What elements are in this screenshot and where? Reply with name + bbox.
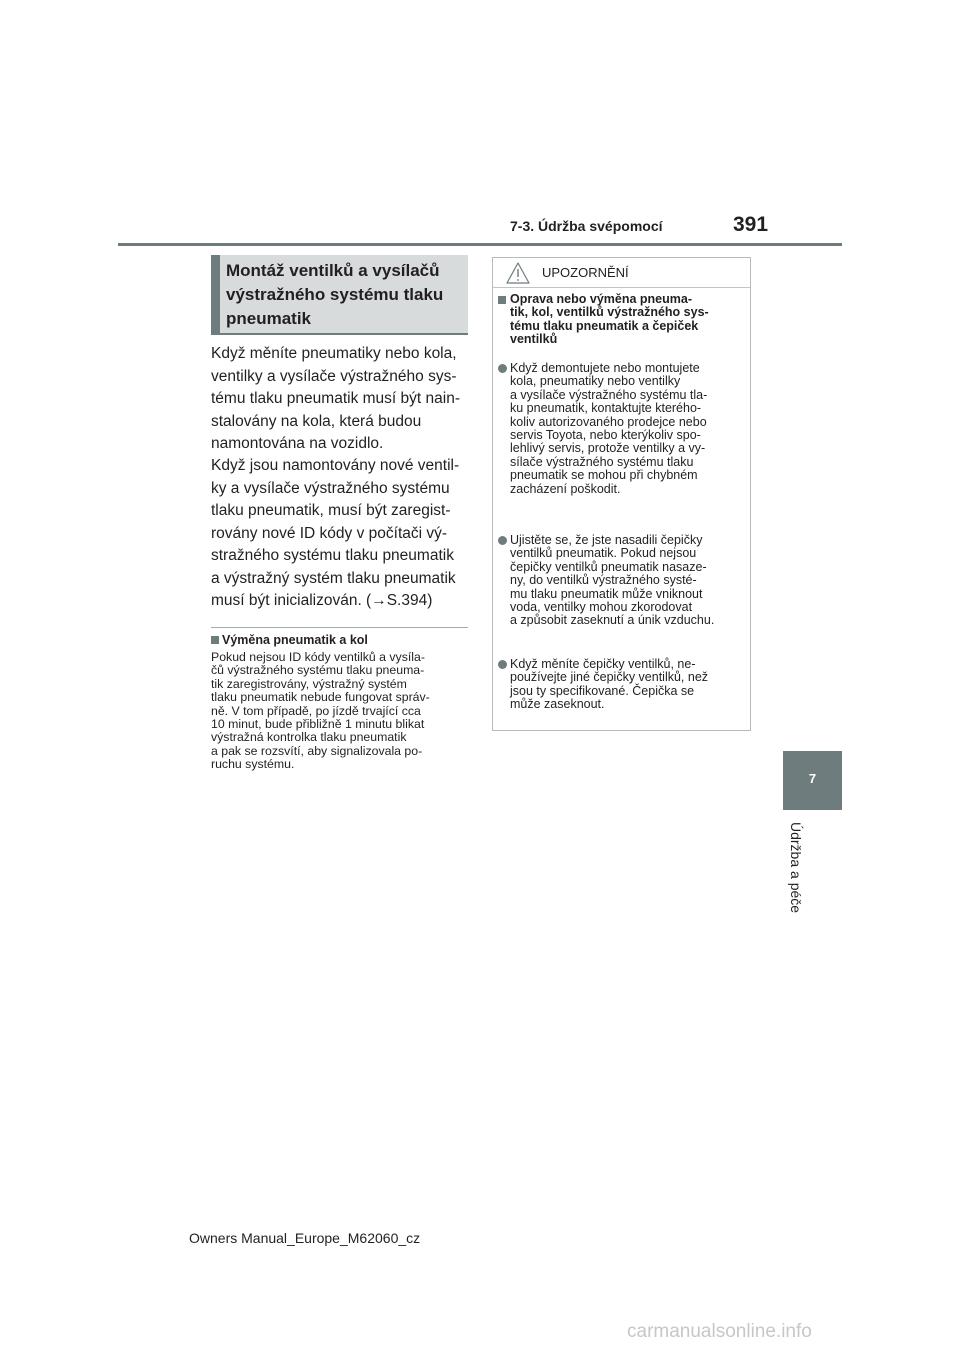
warning-item-line: pneumatik se mohou při chybném: [510, 468, 698, 483]
warning-item-line: kola, pneumatiky nebo ventilky: [510, 374, 681, 389]
warning-item-line: Když demontujete nebo montujete: [510, 361, 700, 375]
paragraph-line: tému tlaku pneumatik musí být nain-: [211, 390, 460, 407]
warning-item-line: lehlivý servis, protože ventilky a vy-: [510, 441, 706, 456]
heading-line: výstražného systému tlaku: [226, 285, 444, 304]
warning-item-line: používejte jiné čepičky ventilků, než: [510, 670, 709, 685]
subsection-line: Pokud nejsou ID kódy ventilků a vysíla-: [211, 650, 425, 664]
topic-heading: [226, 259, 462, 331]
round-bullet-icon: [498, 364, 507, 373]
subsection-line: tlaku pneumatik nebude fungovat správ-: [211, 690, 430, 705]
page-reference-line[interactable]: musí být inicializován. (→S.394): [211, 592, 433, 609]
paragraph-line: a výstražný systém tlaku pneumatik: [211, 569, 456, 587]
warning-item-line: zacházení poškodit.: [510, 481, 621, 496]
round-bullet-icon: [498, 660, 507, 669]
chapter-number: 7: [808, 771, 817, 786]
warning-item-line: ny, do ventilků výstražného systé-: [510, 573, 697, 588]
square-bullet-icon: [211, 636, 219, 644]
warning-item-line: koliv autorizovaného prodejce nebo: [510, 414, 707, 429]
warning-subheading-line: ventilků: [510, 332, 558, 347]
paragraph-line: ky a vysílače výstražného systému: [211, 479, 450, 497]
warning-item-text: [510, 658, 748, 712]
paragraph-1: [211, 343, 473, 456]
chapter-label: Údržba a péče: [788, 822, 804, 914]
warning-item-line: ku pneumatik, kontaktujte kterého-: [510, 401, 702, 416]
square-bullet-icon: [498, 296, 506, 304]
chapter-tab[interactable]: [783, 751, 842, 810]
subsection-rule: [211, 627, 468, 628]
paragraph-line: ventilky a vysílače výstražného sys-: [211, 367, 457, 385]
warning-item-line: a vysílače výstražného systému tla-: [510, 387, 708, 402]
warning-item-line: servis Toyota, nebo kterýkoliv spo-: [510, 428, 701, 443]
paragraph-line: Když jsou namontovány nové ventil-: [211, 457, 460, 474]
subsection-line: tik zaregistrovány, výstražný systém: [211, 676, 407, 691]
warning-subheading-line: tik, kol, ventilků výstražného sys-: [510, 305, 709, 320]
subsection-line: ně. V tom případě, po jízdě trvající cca: [211, 703, 421, 718]
footer-document-id: Owners Manual_Europe_M62060_cz: [189, 1230, 421, 1246]
topic-heading-box: [211, 255, 468, 335]
subsection-text: [211, 651, 473, 772]
warning-item-line: Když měníte čepičky ventilků, ne-: [510, 657, 696, 671]
subsection-line: ruchu systému.: [211, 757, 295, 772]
paragraph-2: [211, 455, 473, 613]
warning-item-line: čepičky ventilků pneumatik nasaze-: [510, 559, 707, 574]
warning-item-line: voda, ventilky mohou zkorodovat: [510, 600, 693, 615]
subsection-heading: [211, 633, 368, 647]
heading-line: Montáž ventilků a vysílačů: [226, 261, 440, 280]
subsection-line: a pak se rozsvítí, aby signalizovala po-: [211, 743, 423, 758]
warning-item-text: [510, 534, 748, 628]
header-rule: [118, 243, 842, 246]
warning-item-line: sílače výstražného systému tlaku: [510, 454, 694, 469]
warning-item-line: ventilků pneumatik. Pokud nejsou: [510, 546, 697, 561]
warning-item-text: [510, 362, 748, 496]
round-bullet-icon: [498, 536, 507, 545]
warning-item-line: jsou ty specifikované. Čepička se: [510, 683, 695, 698]
paragraph-line: stalovány na kola, která budou: [211, 412, 422, 430]
warning-subheading-line: tému tlaku pneumatik a čepiček: [510, 318, 699, 333]
warning-item-line: může zaseknout.: [510, 697, 605, 712]
paragraph-line: stražného systému tlaku pneumatik: [211, 547, 454, 564]
subsection-line: čů výstražného systému tlaku pneuma-: [211, 663, 425, 678]
heading-accent-bar: [211, 255, 220, 333]
warning-item-line: Ujistěte se, že jste nasadili čepičky: [510, 533, 703, 547]
section-title: 7-3. Údržba svépomocí: [510, 218, 663, 234]
subsection-heading-text: Výměna pneumatik a kol: [222, 633, 368, 647]
paragraph-line: rovány nové ID kódy v počítači vý-: [211, 524, 448, 542]
watermark: carmanualsonline.info: [627, 1321, 812, 1342]
warning-subheading-line: Oprava nebo výměna pneuma-: [510, 292, 693, 306]
heading-line: pneumatik: [226, 309, 312, 328]
paragraph-line: namontována na vozidlo.: [211, 435, 384, 452]
warning-subheading-text: [510, 293, 748, 347]
warning-item-line: a způsobit zaseknutí a únik vzduchu.: [510, 613, 715, 628]
warning-title: UPOZORNĚNÍ: [542, 265, 629, 280]
warning-item-line: mu tlaku pneumatik může vniknout: [510, 586, 703, 601]
subsection-line: výstražná kontrolka tlaku pneumatik: [211, 730, 407, 745]
paragraph-line: tlaku pneumatik, musí být zaregist-: [211, 502, 451, 519]
page-number: 391: [733, 213, 769, 236]
warning-header: [493, 258, 750, 288]
subsection-line: 10 minut, bude přibližně 1 minutu blikat: [211, 717, 425, 732]
warning-box: [492, 257, 751, 731]
paragraph-line: Když měníte pneumatiky nebo kola,: [211, 345, 457, 362]
warning-triangle-icon: [506, 262, 530, 284]
